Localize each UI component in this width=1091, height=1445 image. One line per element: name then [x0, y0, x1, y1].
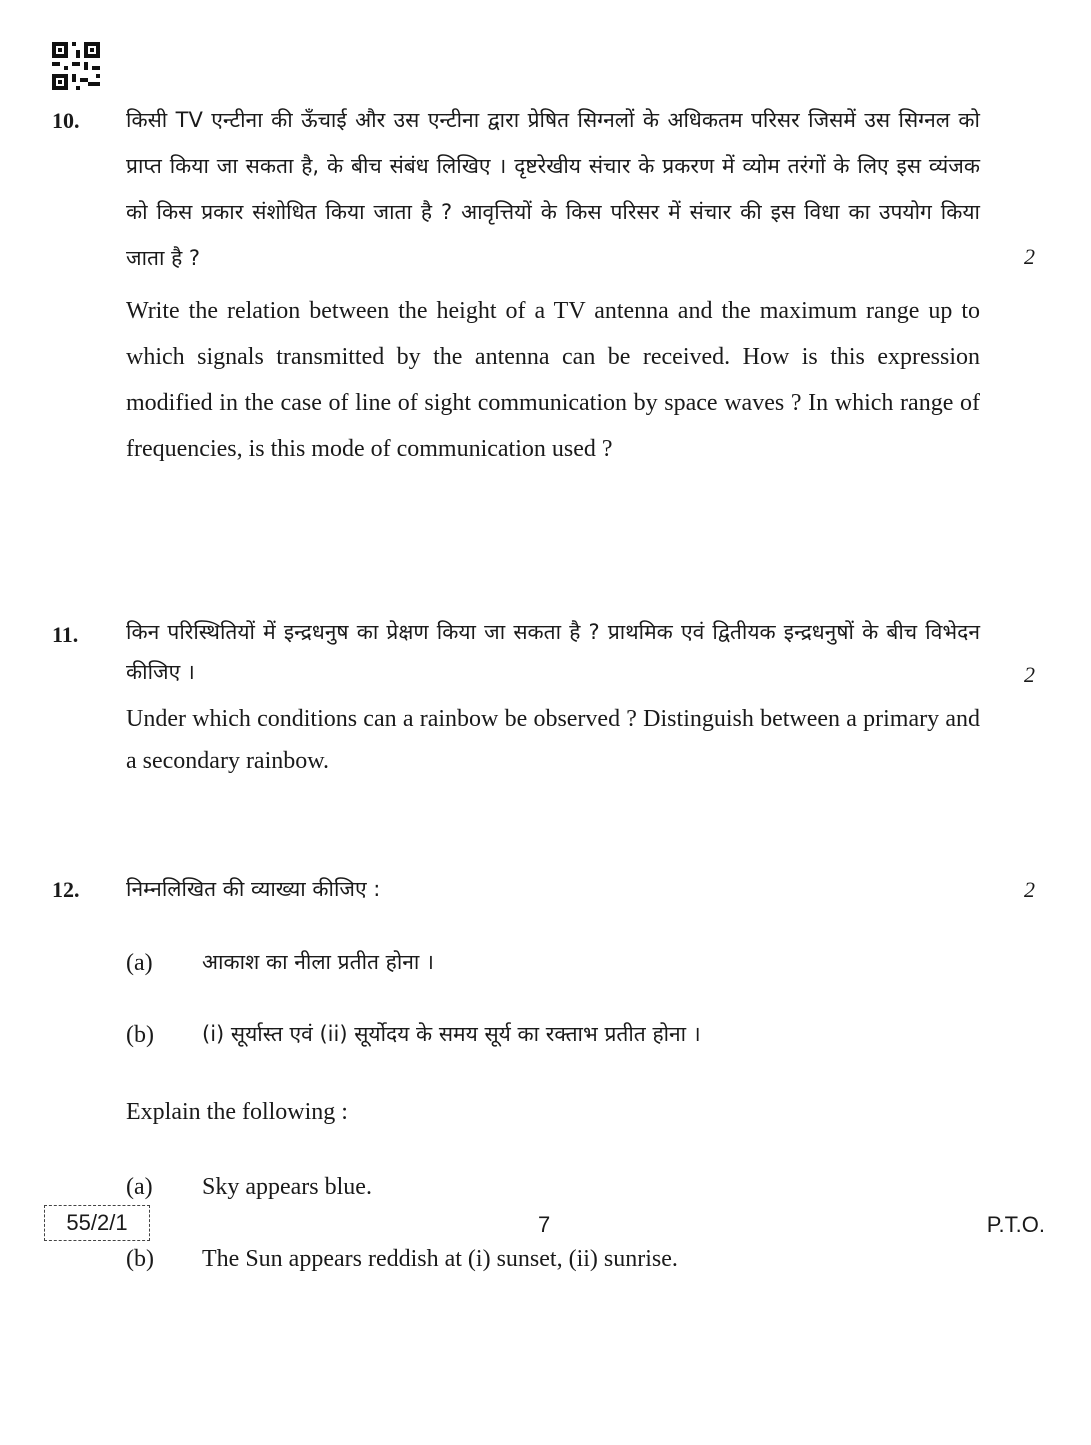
sub-question-text-hindi: आकाश का नीला प्रतीत होना । — [202, 950, 434, 974]
question-number: 11. — [52, 622, 79, 647]
question-marks: 2 — [1024, 877, 1035, 902]
question-text-english: Under which conditions can a rainbow be observed ? Distinguish between a primary and a secondary rainbow. — [126, 706, 980, 774]
question-text-english: Write the relation between the height of a TV antenna and the maximum range up to which signals transmitted by the antenna can be received. How is this expression modified in the case of line of sight communication by space waves ? In which range of frequencies, is this mode of communication used ? — [126, 298, 980, 462]
question-number: 12. — [52, 877, 80, 902]
question-number: 10. — [52, 108, 80, 133]
sub-question-label: (b) — [126, 1022, 154, 1048]
sub-question-text-english: Sky appears blue. — [202, 1174, 372, 1200]
question-marks: 2 — [1024, 662, 1035, 687]
paper-code-text: 55/2/1 — [66, 1210, 128, 1235]
paper-code — [44, 1205, 150, 1241]
sub-question-label: (a) — [126, 950, 153, 976]
question-text-hindi: निम्नलिखित की व्याख्या कीजिए : — [126, 877, 381, 901]
page-number: 7 — [538, 1212, 551, 1237]
question-marks: 2 — [1024, 244, 1035, 269]
sub-question-label: (a) — [126, 1174, 153, 1200]
question-text-english: Explain the following : — [126, 1099, 348, 1125]
please-turn-over: P.T.O. — [986, 1212, 1045, 1237]
question-text-hindi: किन परिस्थितियों में इन्द्रधनुष का प्रेक्षण किया जा सकता है ? प्राथमिक एवं द्वितीयक इन्द्रधनुषों के बीच विभेदन कीजिए । — [126, 620, 980, 684]
sub-question-text-english: The Sun appears reddish at (i) sunset, (ii) sunrise. — [202, 1246, 678, 1272]
sub-question-label: (b) — [126, 1246, 154, 1272]
question-text-hindi: किसी TV एन्टीना की ऊँचाई और उस एन्टीना द्वारा प्रेषित सिग्नलों के अधिकतम परिसर जिसमें उस सिग्नल को प्राप्त किया जा सकता है, के बीच संबंध लिखिए । दृष्टरेखीय संचार के प्रकरण में व्योम तरंगों के लिए इस व्यंजक को किस प्रकार संशोधित किया जाता है ? आवृत्तियों के किस परिसर में संचार की इस विधा का उपयोग किया जाता है ? — [126, 108, 980, 270]
qr-code — [52, 42, 100, 90]
sub-question-text-hindi: (i) सूर्यास्त एवं (ii) सूर्योदय के समय सूर्य का रक्ताभ प्रतीत होना । — [202, 1022, 701, 1046]
